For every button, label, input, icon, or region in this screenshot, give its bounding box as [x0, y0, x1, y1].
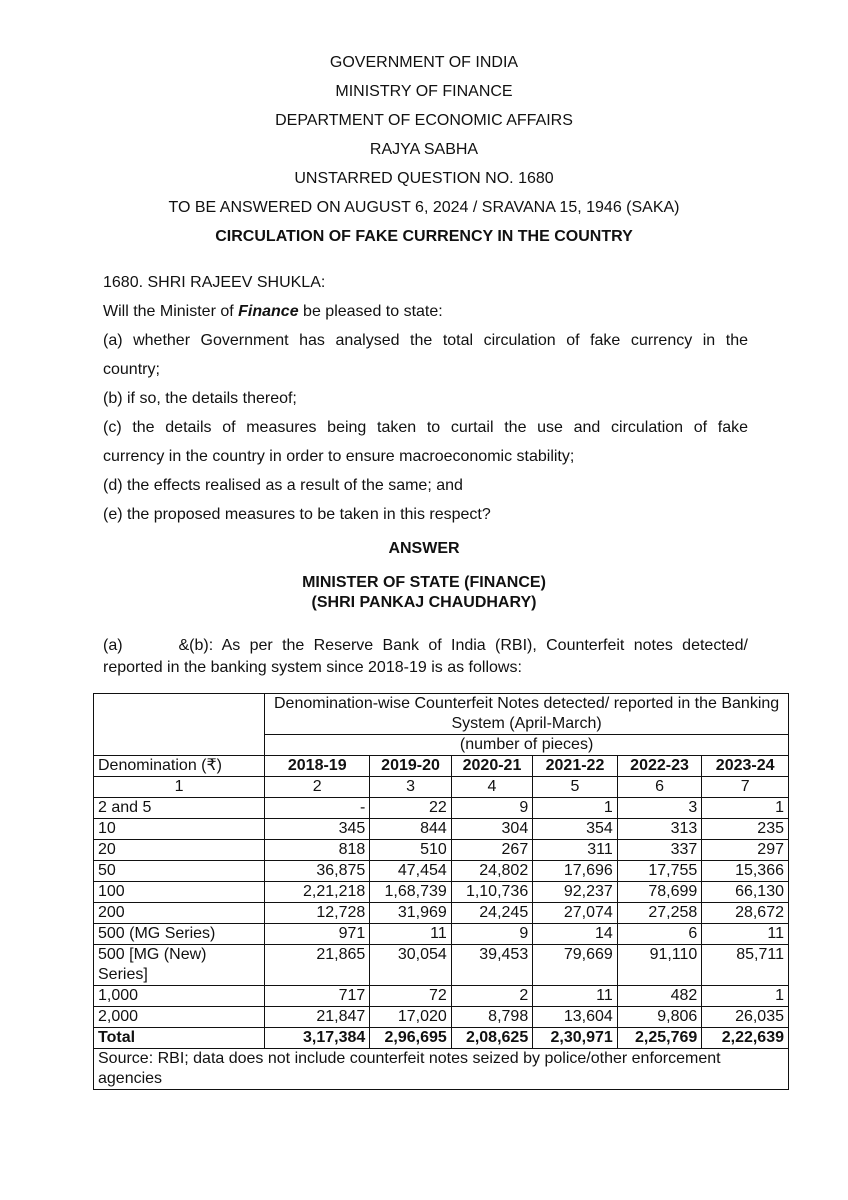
table-caption: Denomination-wise Counterfeit Notes detected/ reported in the Banking System (April-March) [265, 694, 789, 735]
total-row [94, 1028, 789, 1049]
year-header: 2018-19 [265, 756, 370, 777]
denomination-cell: 2 and 5 [94, 798, 265, 819]
document-title: CIRCULATION OF FAKE CURRENCY IN THE COUNTRY [215, 228, 633, 245]
column-number: 1 [94, 777, 265, 798]
question-part-d: (d) the effects realised as a result of the same; and [103, 477, 463, 494]
value-cell: 17,755 [617, 861, 702, 882]
denomination-header: Denomination (₹) [94, 756, 265, 777]
column-number: 3 [370, 777, 451, 798]
value-cell: 2,21,218 [265, 882, 370, 903]
intro-ministry: Finance [238, 303, 299, 320]
value-cell: 1,10,736 [451, 882, 532, 903]
denomination-cell: 500 (MG Series) [94, 924, 265, 945]
value-cell: 47,454 [370, 861, 451, 882]
value-cell: 11 [702, 924, 789, 945]
value-cell: 354 [533, 819, 618, 840]
value-cell: 22 [370, 798, 451, 819]
question-part-a-cont: country; [103, 361, 160, 378]
question-part-b: (b) if so, the details thereof; [103, 390, 297, 407]
total-value: 2,08,625 [451, 1028, 532, 1049]
table-row [94, 798, 789, 819]
question-intro [103, 297, 748, 326]
value-cell: 2 [451, 986, 532, 1007]
value-cell: 8,798 [451, 1007, 532, 1028]
value-cell: 3 [617, 798, 702, 819]
value-cell: 14 [533, 924, 618, 945]
table-corner-cell [94, 694, 265, 756]
value-cell: 72 [370, 986, 451, 1007]
table-header-row [94, 756, 789, 777]
value-cell: 12,728 [265, 903, 370, 924]
value-cell: 31,969 [370, 903, 451, 924]
question-section [103, 268, 748, 529]
value-cell: 267 [451, 840, 532, 861]
denomination-cell: 50 [94, 861, 265, 882]
answer-intro [103, 635, 748, 679]
value-cell: 337 [617, 840, 702, 861]
value-cell: 9 [451, 924, 532, 945]
value-cell: 345 [265, 819, 370, 840]
value-cell: 510 [370, 840, 451, 861]
column-number: 2 [265, 777, 370, 798]
year-header: 2020-21 [451, 756, 532, 777]
minister-block [0, 573, 848, 613]
answer-intro-line: reported in the banking system since 2018-19 is as follows: [103, 659, 522, 676]
denomination-cell: 500 [MG (New) Series] [94, 945, 265, 986]
header-line: MINISTRY OF FINANCE [335, 83, 513, 100]
value-cell: 297 [702, 840, 789, 861]
value-cell: - [265, 798, 370, 819]
counterfeit-notes-table [93, 693, 789, 1090]
header-line: GOVERNMENT OF INDIA [329, 54, 519, 71]
header-line: RAJYA SABHA [369, 141, 479, 158]
minister-title: MINISTER OF STATE (FINANCE) [302, 574, 546, 591]
table-row [94, 882, 789, 903]
denomination-cell: 2,000 [94, 1007, 265, 1028]
table-row [94, 945, 789, 986]
value-cell: 818 [265, 840, 370, 861]
value-cell: 9,806 [617, 1007, 702, 1028]
value-cell: 27,074 [533, 903, 618, 924]
value-cell: 844 [370, 819, 451, 840]
column-number-row [94, 777, 789, 798]
value-cell: 66,130 [702, 882, 789, 903]
table-row [94, 1007, 789, 1028]
source-row [94, 1049, 789, 1090]
value-cell: 11 [370, 924, 451, 945]
value-cell: 21,847 [265, 1007, 370, 1028]
value-cell: 85,711 [702, 945, 789, 986]
total-value: 2,25,769 [617, 1028, 702, 1049]
year-header: 2022-23 [617, 756, 702, 777]
answer-intro-line: (a) &(b): As per the Reserve Bank of India (RBI), Counterfeit notes detected/ [103, 637, 748, 654]
value-cell: 971 [265, 924, 370, 945]
intro-text: be pleased to state: [298, 303, 443, 320]
table-row [94, 840, 789, 861]
value-cell: 27,258 [617, 903, 702, 924]
question-part-c: (c) the details of measures being taken to curtail the use and circulation of fake [103, 419, 748, 436]
value-cell: 235 [702, 819, 789, 840]
value-cell: 28,672 [702, 903, 789, 924]
value-cell: 9 [451, 798, 532, 819]
value-cell: 30,054 [370, 945, 451, 986]
minister-name: (SHRI PANKAJ CHAUDHARY) [311, 594, 537, 611]
value-cell: 39,453 [451, 945, 532, 986]
year-header: 2019-20 [370, 756, 451, 777]
year-header: 2021-22 [533, 756, 618, 777]
total-value: 2,22,639 [702, 1028, 789, 1049]
denomination-cell: 20 [94, 840, 265, 861]
table-body [94, 798, 789, 1028]
value-cell: 24,802 [451, 861, 532, 882]
value-cell: 1 [702, 986, 789, 1007]
header-line: DEPARTMENT OF ECONOMIC AFFAIRS [275, 112, 573, 129]
header-line: UNSTARRED QUESTION NO. 1680 [294, 170, 554, 187]
table-source-note: Source: RBI; data does not include counterfeit notes seized by police/other enforcement agencies [94, 1049, 789, 1090]
value-cell: 26,035 [702, 1007, 789, 1028]
column-number: 5 [533, 777, 618, 798]
year-header: 2023-24 [702, 756, 789, 777]
column-number: 4 [451, 777, 532, 798]
value-cell: 79,669 [533, 945, 618, 986]
column-number: 6 [617, 777, 702, 798]
table-row [94, 986, 789, 1007]
value-cell: 311 [533, 840, 618, 861]
question-part-e: (e) the proposed measures to be taken in this respect? [103, 506, 491, 523]
question-asker: 1680. SHRI RAJEEV SHUKLA: [103, 274, 326, 291]
question-part-c-cont: currency in the country in order to ensure macroeconomic stability; [103, 448, 575, 465]
value-cell: 15,366 [702, 861, 789, 882]
table-row [94, 903, 789, 924]
value-cell: 313 [617, 819, 702, 840]
value-cell: 13,604 [533, 1007, 618, 1028]
denomination-cell: 1,000 [94, 986, 265, 1007]
value-cell: 91,110 [617, 945, 702, 986]
document-header [0, 48, 848, 251]
question-part-a: (a) whether Government has analysed the total circulation of fake currency in the [103, 332, 748, 349]
total-value: 2,96,695 [370, 1028, 451, 1049]
denomination-cell: 10 [94, 819, 265, 840]
total-label: Total [94, 1028, 265, 1049]
value-cell: 304 [451, 819, 532, 840]
value-cell: 24,245 [451, 903, 532, 924]
value-cell: 92,237 [533, 882, 618, 903]
value-cell: 6 [617, 924, 702, 945]
answer-heading: ANSWER [388, 540, 460, 557]
intro-text: Will the Minister of [103, 303, 239, 320]
value-cell: 36,875 [265, 861, 370, 882]
denomination-cell: 100 [94, 882, 265, 903]
value-cell: 1 [702, 798, 789, 819]
value-cell: 21,865 [265, 945, 370, 986]
value-cell: 78,699 [617, 882, 702, 903]
table-unit: (number of pieces) [265, 735, 789, 756]
value-cell: 717 [265, 986, 370, 1007]
table-row [94, 924, 789, 945]
table-row [94, 819, 789, 840]
value-cell: 17,696 [533, 861, 618, 882]
header-line: TO BE ANSWERED ON AUGUST 6, 2024 / SRAVANA 15, 1946 (SAKA) [168, 199, 680, 216]
denomination-cell: 200 [94, 903, 265, 924]
value-cell: 482 [617, 986, 702, 1007]
value-cell: 1,68,739 [370, 882, 451, 903]
table-row [94, 861, 789, 882]
column-number: 7 [702, 777, 789, 798]
value-cell: 1 [533, 798, 618, 819]
total-value: 3,17,384 [265, 1028, 370, 1049]
total-value: 2,30,971 [533, 1028, 618, 1049]
value-cell: 17,020 [370, 1007, 451, 1028]
value-cell: 11 [533, 986, 618, 1007]
